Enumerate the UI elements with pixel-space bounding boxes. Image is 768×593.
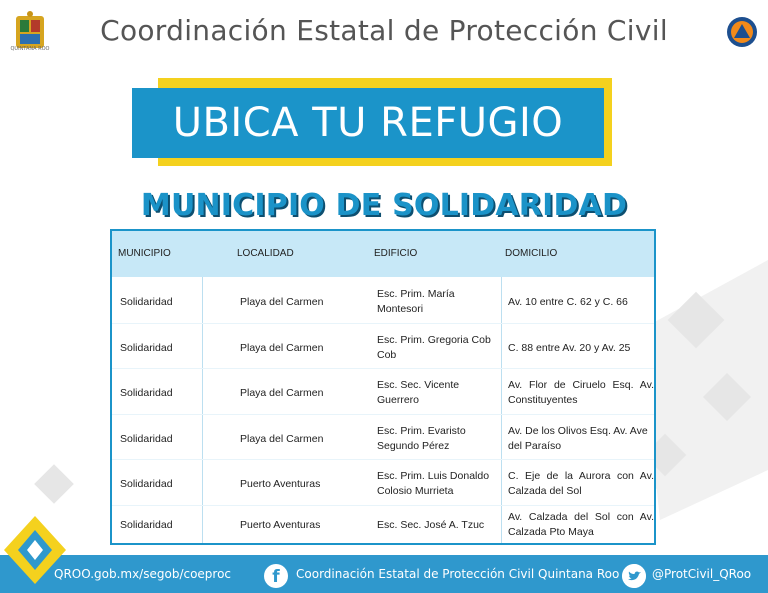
header-localidad: LOCALIDAD: [237, 248, 294, 259]
civil-protection-logo-icon: [726, 16, 758, 48]
cell-domicilio: Av. De los Olivos Esq. Av. Ave del Paraíso: [508, 425, 648, 452]
header-domicilio: DOMICILIO: [505, 248, 558, 259]
cell-localidad: Puerto Aventuras: [240, 478, 321, 490]
table-row: [112, 324, 654, 370]
facebook-icon: f: [264, 564, 288, 588]
footer-twitter-link[interactable]: @ProtCivil_QRoo: [652, 567, 752, 581]
municipality-title: MUNICIPIO DE SOLIDARIDAD: [140, 188, 628, 223]
table-header: [112, 231, 654, 277]
cell-municipio: Solidaridad: [120, 387, 173, 399]
table-row: [112, 460, 654, 506]
cell-edificio: Esc. Prim. Luis Donaldo Colosio Murrieta: [377, 470, 490, 497]
logo-caption: QUINTANA ROO: [10, 46, 50, 52]
shelter-table: [110, 229, 656, 545]
cell-localidad: Playa del Carmen: [240, 433, 324, 445]
cell-domicilio: C. Eje de la Aurora con Av. Calzada del Sol: [508, 470, 654, 497]
cell-domicilio: Av. Flor de Ciruelo Esq. Av. Constituyentes: [508, 379, 654, 406]
cell-domicilio: C. 88 entre Av. 20 y Av. 25: [508, 342, 631, 354]
cell-municipio: Solidaridad: [120, 296, 173, 308]
footer-facebook-link[interactable]: Coordinación Estatal de Protección Civil Quintana Roo: [296, 567, 620, 581]
cell-localidad: Playa del Carmen: [240, 387, 324, 399]
cell-localidad: Puerto Aventuras: [240, 519, 321, 531]
header-edificio: EDIFICIO: [374, 248, 418, 259]
cell-municipio: Solidaridad: [120, 342, 173, 354]
table-row: [112, 279, 654, 325]
cell-edificio: Esc. Prim. Evaristo Segundo Pérez: [377, 425, 466, 452]
cell-domicilio: Av. 10 entre C. 62 y C. 66: [508, 296, 628, 308]
cell-edificio: Esc. Prim. Gregoria Cob Cob: [377, 334, 491, 361]
table-row: [112, 506, 654, 544]
cell-municipio: Solidaridad: [120, 433, 173, 445]
cell-localidad: Playa del Carmen: [240, 296, 324, 308]
cell-edificio: Esc. Prim. María Montesori: [377, 288, 455, 315]
cell-localidad: Playa del Carmen: [240, 342, 324, 354]
banner-title: UBICA TU REFUGIO: [172, 100, 564, 146]
cell-municipio: Solidaridad: [120, 478, 173, 490]
page-header-title: Coordinación Estatal de Protección Civil: [100, 14, 668, 47]
footer-website-link[interactable]: QROO.gob.mx/segob/coeproc: [54, 567, 232, 581]
cell-edificio: Esc. Sec. Vicente Guerrero: [377, 379, 460, 406]
table-row: [112, 415, 654, 461]
twitter-icon: [622, 564, 646, 588]
cell-edificio: Esc. Sec. José A. Tzuc: [377, 519, 485, 531]
header-municipio: MUNICIPIO: [118, 248, 171, 259]
cell-municipio: Solidaridad: [120, 519, 173, 531]
cell-domicilio: Av. Calzada del Sol con Av. Calzada Pto Maya: [508, 511, 654, 538]
table-row: [112, 369, 654, 415]
